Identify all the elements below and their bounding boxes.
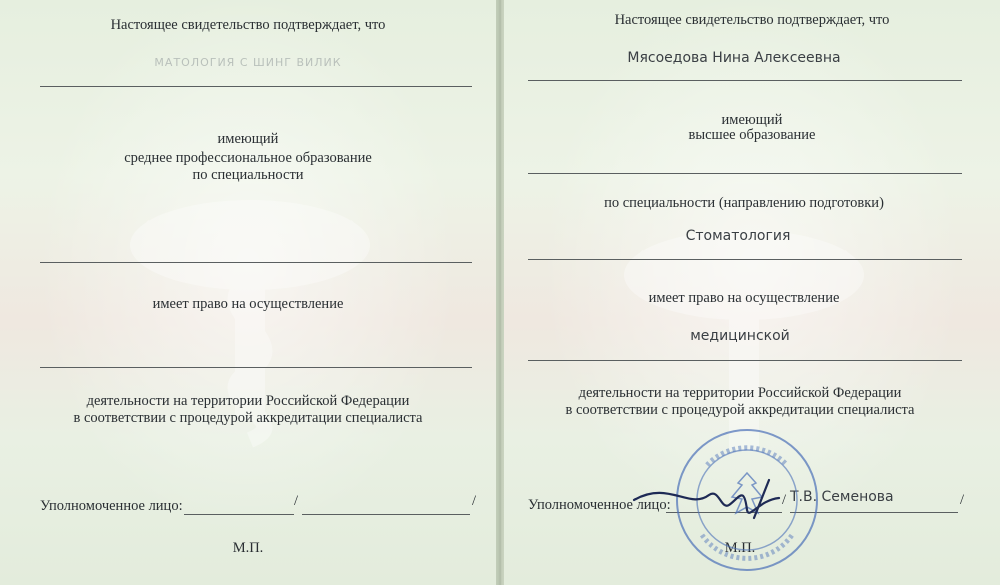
- education-label-2: среднее профессиональное образование: [124, 150, 372, 166]
- signature-line: [184, 514, 294, 515]
- holder-name-faded: МАТОЛОГИЯ С ШИНГ ВИЛИК: [154, 56, 342, 69]
- right-to-practice-label: имеет право на осуществление: [152, 296, 344, 312]
- seal-place-label: М.П.: [232, 540, 264, 556]
- authorized-person-label: Уполномоченное лицо:: [528, 497, 671, 513]
- education-label-1: имеющий: [721, 112, 783, 128]
- separator-slash-end: /: [472, 493, 477, 509]
- activity-label-2: в соответствии с процедурой аккредитации специалиста: [73, 410, 423, 426]
- specialty-label: по специальности (направлению подготовки): [604, 195, 884, 211]
- signer-name: Т.В. Семенова: [790, 489, 894, 505]
- specialty-value: Стоматология: [685, 228, 791, 244]
- separator-slash-end: /: [960, 492, 965, 508]
- signer-name-line: [790, 512, 958, 513]
- education-label-3: по специальности: [192, 167, 304, 183]
- separator-slash: /: [294, 493, 299, 509]
- activity-type: медицинской: [690, 328, 790, 344]
- left-page: [0, 0, 496, 585]
- education-line: [528, 173, 962, 174]
- activity-label-2: в соответствии с процедурой аккредитации специалиста: [565, 402, 915, 418]
- activity-label-1: деятельности на территории Российской Федерации: [86, 393, 410, 409]
- right-page: [504, 0, 1000, 585]
- activity-line: [40, 367, 472, 368]
- signer-name-line: [302, 514, 470, 515]
- education-label-2: высшее образование: [688, 127, 816, 143]
- specialty-line: [528, 259, 962, 260]
- education-label-1: имеющий: [217, 131, 279, 147]
- name-line: [528, 80, 962, 81]
- right-to-practice-label: имеет право на осуществление: [648, 290, 840, 306]
- activity-label-1: деятельности на территории Российской Федерации: [578, 385, 902, 401]
- holder-name: Мясоедова Нина Алексеевна: [627, 50, 841, 66]
- certificate-header: Настоящее свидетельство подтверждает, что: [614, 12, 890, 28]
- signature-line: [666, 512, 782, 513]
- seal-place-label: М.П.: [724, 540, 756, 556]
- separator-slash: /: [782, 492, 787, 508]
- certificate-header: Настоящее свидетельство подтверждает, что: [110, 17, 386, 33]
- authorized-person-label: Уполномоченное лицо:: [40, 498, 183, 514]
- specialty-line: [40, 262, 472, 263]
- activity-line: [528, 360, 962, 361]
- name-line: [40, 86, 472, 87]
